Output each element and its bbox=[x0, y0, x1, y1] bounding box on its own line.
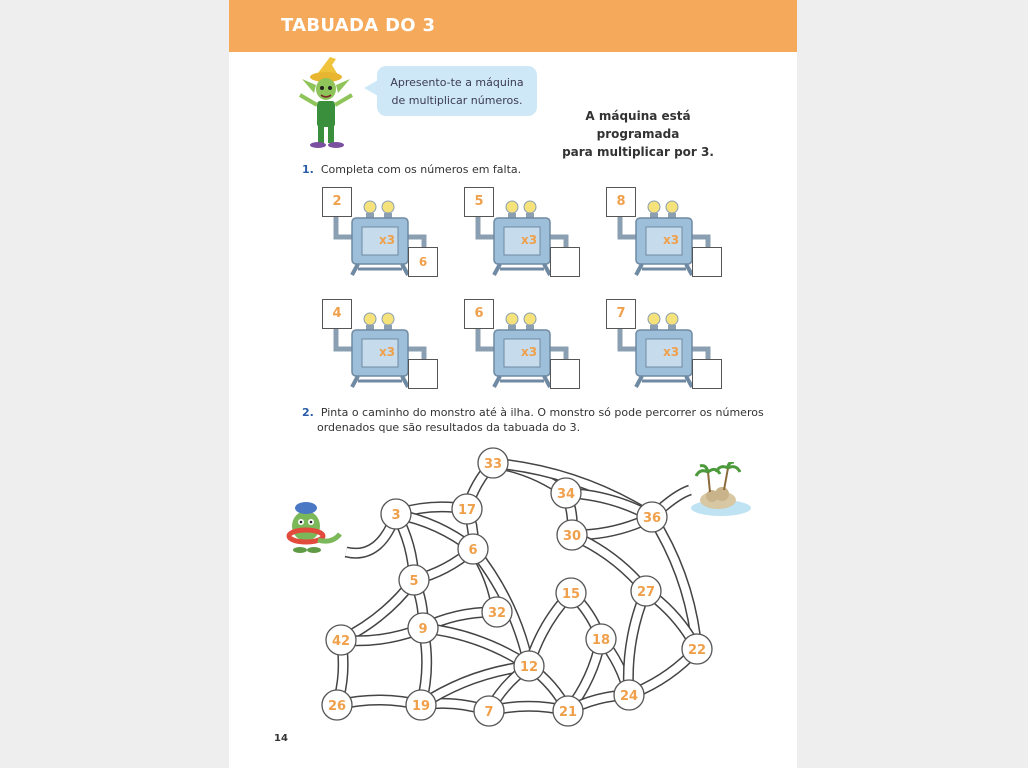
speech-line-2: de multiplicar números. bbox=[391, 94, 523, 107]
maze-node-number: 30 bbox=[562, 529, 582, 544]
maze-node-number: 5 bbox=[409, 574, 419, 589]
machine-input-box: 4 bbox=[322, 299, 352, 329]
intro-line-1: A máquina está programada bbox=[585, 109, 691, 141]
machine-input-box: 7 bbox=[606, 299, 636, 329]
exercise-2-text-line-2: ordenados que são resultados da tabuada do 3. bbox=[317, 421, 581, 434]
exercise-1-number: 1. bbox=[302, 163, 314, 176]
maze-node-number: 7 bbox=[484, 705, 494, 720]
machine-input-box: 8 bbox=[606, 187, 636, 217]
page-title: TABUADA DO 3 bbox=[281, 15, 436, 36]
maze-node-number: 3 bbox=[391, 508, 401, 523]
machine-input-box: 5 bbox=[464, 187, 494, 217]
maze-node-number: 22 bbox=[687, 643, 707, 658]
maze-node-number: 24 bbox=[619, 689, 639, 704]
maze-node-number: 26 bbox=[327, 699, 347, 714]
maze-node-number: 33 bbox=[483, 457, 503, 472]
maze-node-number: 18 bbox=[591, 633, 611, 648]
maze-node-number: 36 bbox=[642, 511, 662, 526]
maze-node-number: 21 bbox=[558, 705, 578, 720]
maze-node-number: 27 bbox=[636, 585, 656, 600]
machine-operator-label: x3 bbox=[378, 233, 396, 247]
maze-node-number: 42 bbox=[331, 634, 351, 649]
monster-illustration bbox=[280, 496, 344, 556]
speech-line-1: Apresento-te a máquina bbox=[390, 76, 524, 89]
machine-operator-label: x3 bbox=[662, 345, 680, 359]
machine-input-box: 2 bbox=[322, 187, 352, 217]
maze-node-number: 12 bbox=[519, 660, 539, 675]
maze-node-number: 34 bbox=[556, 487, 576, 502]
maze-node-number: 9 bbox=[418, 622, 428, 637]
maze-node-number: 6 bbox=[468, 543, 478, 558]
machine-operator-label: x3 bbox=[520, 345, 538, 359]
machine-output-box[interactable]: 6 bbox=[408, 247, 438, 277]
maze-node-number: 32 bbox=[487, 606, 507, 621]
maze-path[interactable] bbox=[628, 591, 646, 695]
maze-node-number: 15 bbox=[561, 587, 581, 602]
intro-line-2: para multiplicar por 3. bbox=[562, 145, 714, 159]
page-number: 14 bbox=[274, 733, 288, 744]
exercise-2-number: 2. bbox=[302, 406, 314, 419]
machine-operator-label: x3 bbox=[520, 233, 538, 247]
island-illustration bbox=[688, 462, 754, 520]
maze-node-number: 17 bbox=[457, 503, 477, 518]
machine-operator-label: x3 bbox=[662, 233, 680, 247]
maze-path[interactable] bbox=[423, 628, 529, 666]
machine-input-box: 6 bbox=[464, 299, 494, 329]
exercise-1-text: Completa com os números em falta. bbox=[320, 163, 522, 176]
machine-operator-label: x3 bbox=[378, 345, 396, 359]
exercise-2-text-line-1: Pinta o caminho do monstro até à ilha. O monstro só pode percorrer os números bbox=[320, 406, 764, 419]
maze-node-number: 19 bbox=[411, 699, 431, 714]
